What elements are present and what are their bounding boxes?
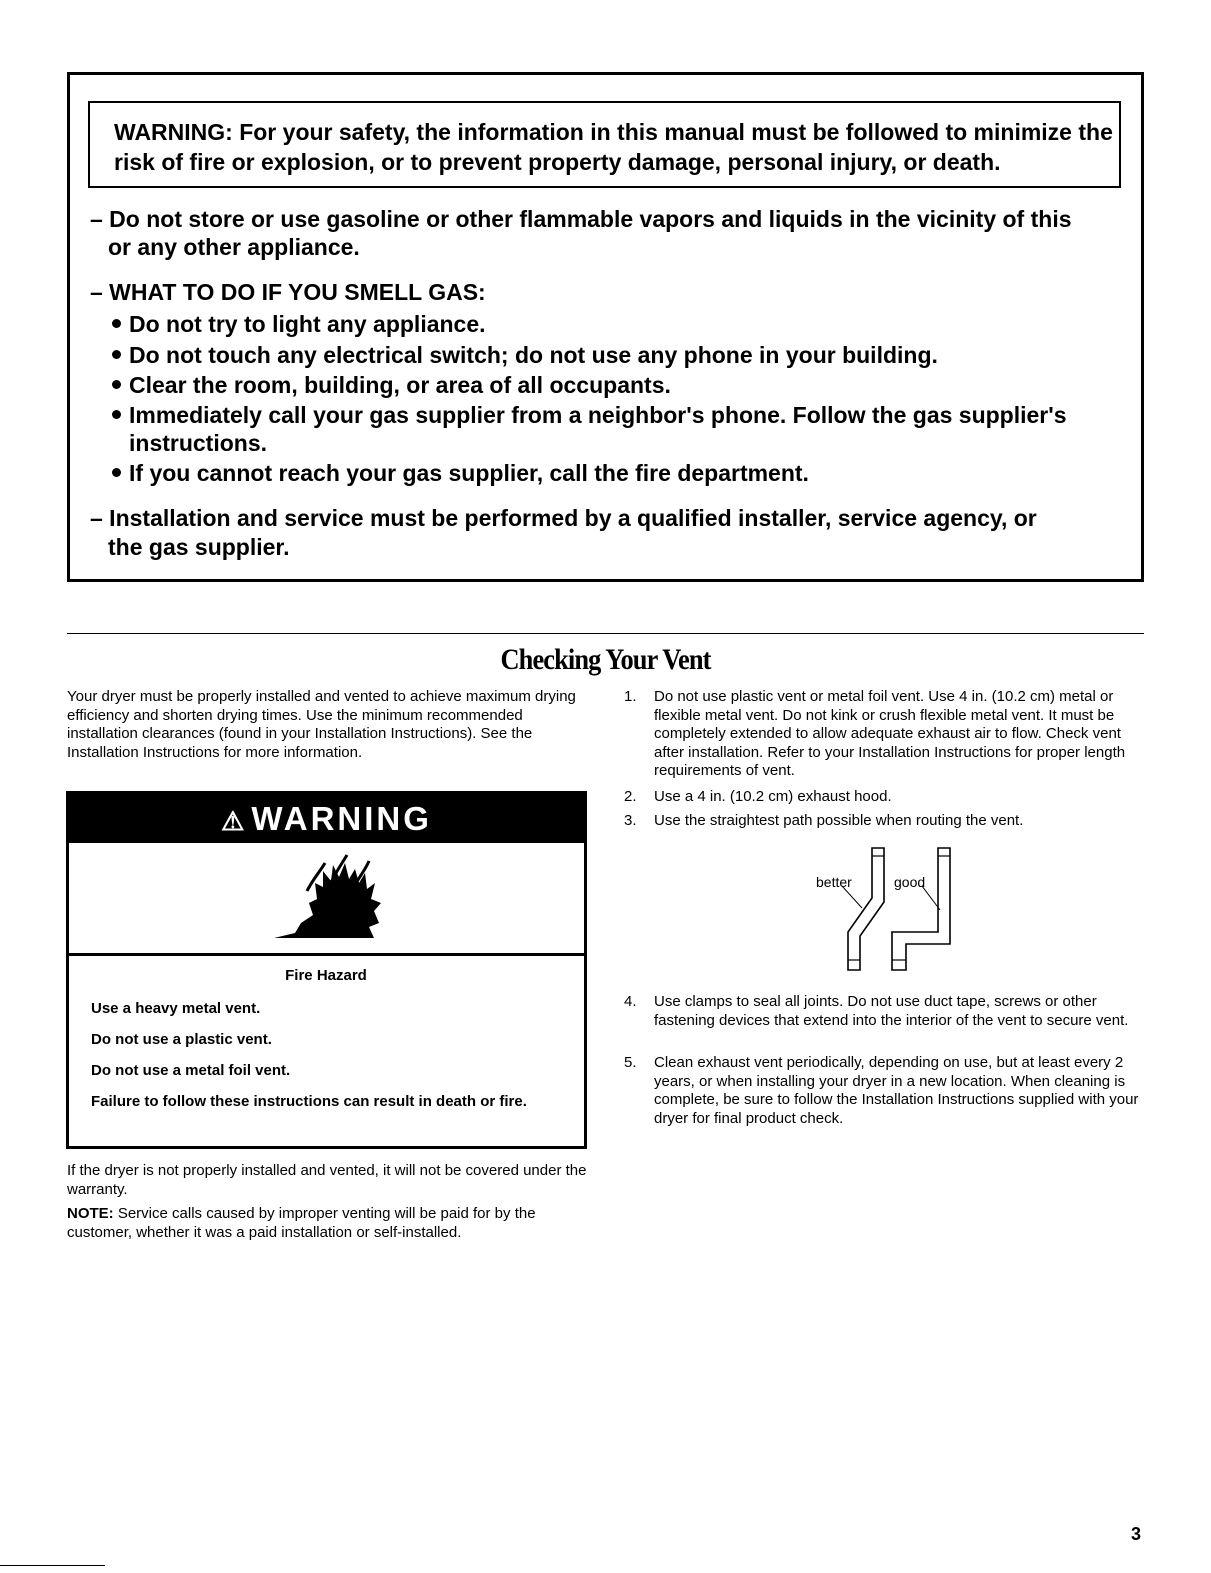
warning-text: [91, 966, 561, 1123]
vent-steps-list: [624, 788, 1144, 807]
warning-header: ⚠ WARNING: [69, 794, 584, 841]
list-item: 1. Do not use plastic vent or metal foil vent. Use 4 in. (10.2 cm) metal or flexible metal vent. Do not kink or crush flexible metal vent. It must be completely extended to allow adequate exhaust air to flow. Check vent after installation. Refer to your Installation Instructions for proper length requirements of vent.: [624, 688, 1126, 779]
footer-rule: [0, 1565, 105, 1566]
warning-line: Do not use a metal foil vent.: [91, 1062, 291, 1079]
warning-line: Use a heavy metal vent.: [91, 1000, 261, 1017]
vent-steps-list: [624, 1054, 1144, 1128]
intro-paragraph: Your dryer must be properly installed and vented to achieve maximum drying efficiency and shorten drying times. Use the minimum recommended installation clearances (found in your Installation Instructions). See the Installation Instructions for more information.: [67, 688, 576, 761]
installation-warning-line2: the gas supplier.: [108, 534, 290, 560]
list-item: 2. Use a 4 in. (10.2 cm) exhaust hood.: [624, 788, 892, 805]
bullet-item: Do not touch any electrical switch; do not use any phone in your building.: [112, 340, 938, 370]
bullet-item-continuation: instructions.: [129, 430, 268, 456]
fire-illustration-panel: [69, 841, 584, 956]
note-label: NOTE:: [67, 1205, 114, 1222]
vent-steps-list: [624, 688, 1144, 781]
safety-warning-lead: WARNING: For your safety, the information in this manual must be followed to minimize the risk of fire or explosion, or to prevent property damage, personal injury, or death.: [114, 119, 1113, 175]
vent-steps-list: [624, 812, 1144, 831]
bullet-icon: [112, 468, 121, 477]
bullet-item: Immediately call your gas supplier from a neighbor's phone. Follow the gas supplier's: [112, 400, 1067, 430]
note-paragraph: NOTE: Service calls caused by improper venting will be paid for by the customer, whether it was a paid installation or self-installed.: [67, 1205, 536, 1241]
gasoline-warning-line2: or any other appliance.: [108, 234, 360, 260]
fire-hazard-label: Fire Hazard: [285, 967, 367, 984]
page-number: 3: [1131, 1524, 1142, 1544]
bullet-icon: [112, 380, 121, 389]
installation-warning-line1: – Installation and service must be performed by a qualified installer, service agency, or: [90, 505, 1037, 531]
warning-triangle-icon: ⚠: [221, 806, 248, 836]
bullet-icon: [112, 350, 121, 359]
bullet-icon: [112, 319, 121, 328]
safety-warning-lead-box: [88, 101, 1121, 188]
section-title: Checking Your Vent: [500, 643, 711, 676]
warranty-paragraph: If the dryer is not properly installed and vented, it will not be covered under the warranty.: [67, 1162, 587, 1198]
bullet-item: If you cannot reach your gas supplier, call the fire department.: [112, 458, 809, 488]
bullet-item: Clear the room, building, or area of all occupants.: [112, 370, 671, 400]
vent-steps-list: [624, 993, 1144, 1030]
bullet-item: Do not try to light any appliance.: [112, 309, 486, 339]
warning-line: Do not use a plastic vent.: [91, 1031, 272, 1048]
list-item: 5. Clean exhaust vent periodically, depending on use, but at least every 2 years, or when installing your dryer in a new location. When cleaning is complete, be sure to follow the Installation Instructions supplied with your dryer for final product check.: [624, 1054, 1139, 1127]
vent-routing-diagram: [810, 842, 970, 977]
section-divider: [67, 633, 1144, 634]
fire-hazard-warning-box: [66, 791, 587, 1149]
good-label: good: [894, 874, 926, 890]
warning-line: Failure to follow these instructions can result in death or fire.: [91, 1093, 527, 1110]
smell-gas-heading: – WHAT TO DO IF YOU SMELL GAS:: [90, 279, 486, 305]
fire-icon: [69, 843, 584, 948]
better-label: better: [816, 874, 852, 890]
gasoline-warning-line1: – Do not store or use gasoline or other flammable vapors and liquids in the vicinity of this: [90, 206, 1072, 232]
list-item: 4. Use clamps to seal all joints. Do not use duct tape, screws or other fastening devices that extend into the interior of the vent to secure vent.: [624, 993, 1129, 1029]
list-item: 3. Use the straightest path possible when routing the vent.: [624, 812, 1024, 829]
bullet-icon: [112, 410, 121, 419]
